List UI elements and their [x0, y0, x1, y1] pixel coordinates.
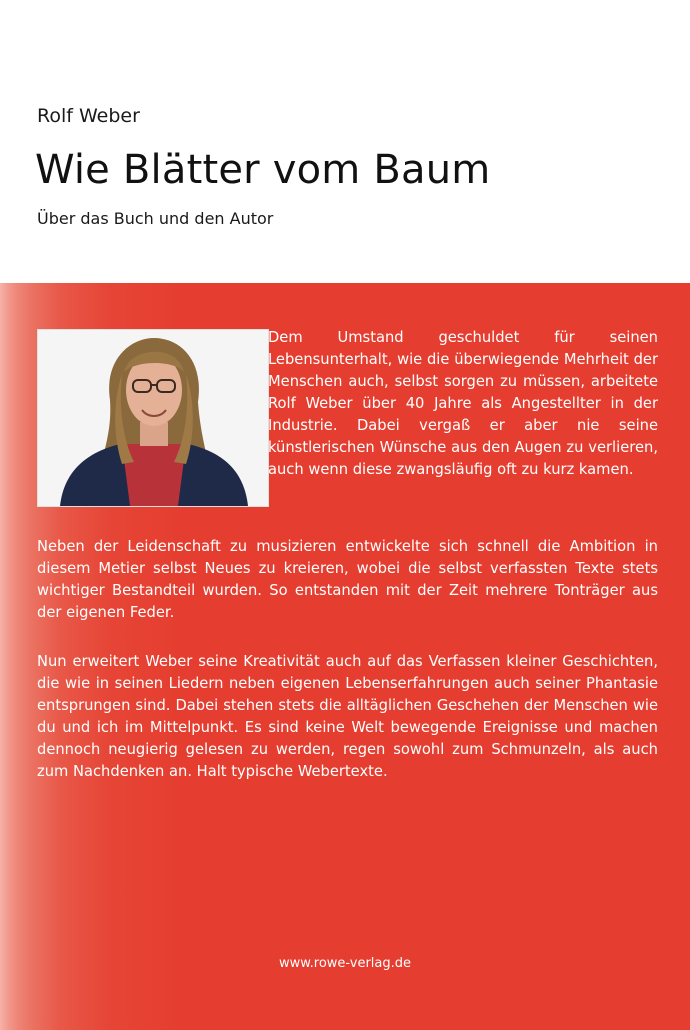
cover-header: [0, 0, 690, 283]
author-name: Rolf Weber: [37, 105, 140, 127]
book-subtitle: Über das Buch und den Autor: [37, 209, 274, 228]
bio-paragraph-2: Neben der Leidenschaft zu musizieren entwickelte sich schnell die Ambition in diesem Metier selbst Neues zu kreieren, wobei die selbst verfassten Texte stets wichtiger Bestandteil wurden. So entstanden mit der Zeit mehrere Tonträger aus der eigenen Feder.: [37, 538, 658, 621]
back-cover-panel: [0, 283, 690, 1030]
publisher-website: www.rowe-verlag.de: [278, 956, 412, 971]
bio-paragraph-3: Nun erweitert Weber seine Kreativität auch auf das Verfassen kleiner Geschichten, die wie in seinen Liedern neben eigenen Lebenserfahrungen auch seiner Phantasie entsprungen sind. Dabei stehen stets die alltäglichen Geschehen der Menschen wie du und ich im Mittelpunkt. Es sind keine Welt bewegende Ereignisse und machen dennoch neugierig gelesen zu werden, regen sowohl zum Schmunzeln, als auch zum Nachdenken an. Halt typische Webertexte.: [37, 653, 658, 780]
bio-paragraph-1: Dem Umstand geschuldet für seinen Lebensunterhalt, wie die überwiegende Mehrheit der Menschen auch, selbst sorgen zu müssen, arbeitete Rolf Weber über 40 Jahre als Angestellter in der Industrie. Dabei vergaß er aber nie seine künstlerischen Wünsche aus den Augen zu verlieren, auch wenn diese zwangsläufig oft zu kurz kamen.: [268, 329, 658, 478]
author-portrait-icon: [37, 329, 269, 507]
book-title: Wie Blätter vom Baum: [35, 147, 491, 193]
